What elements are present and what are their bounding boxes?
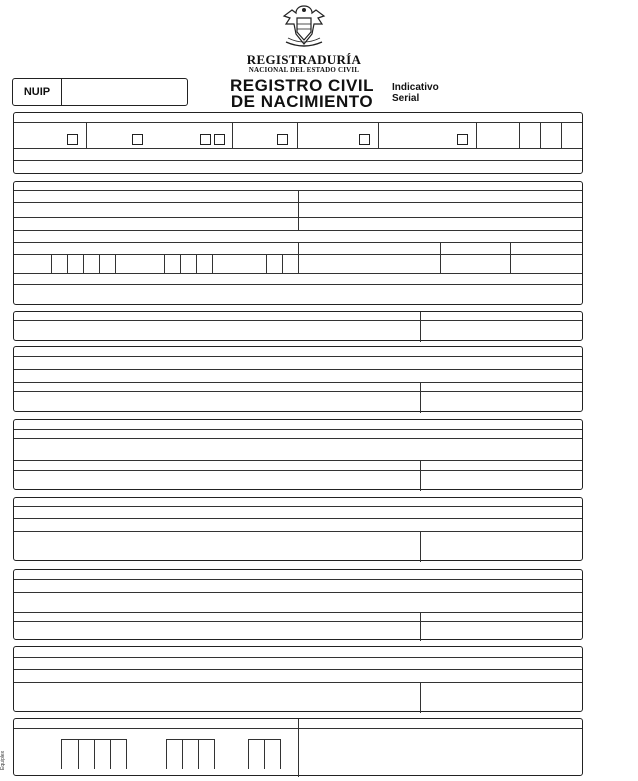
nuip-field[interactable] bbox=[12, 78, 188, 106]
checkbox-office-5[interactable] bbox=[277, 134, 288, 145]
org-name: REGISTRADURÍA bbox=[246, 52, 362, 67]
checkbox-office-4[interactable] bbox=[214, 134, 225, 145]
section-mother bbox=[13, 346, 583, 412]
checkbox-office-1[interactable] bbox=[67, 134, 78, 145]
indicativo-label: Indicativo bbox=[392, 82, 439, 93]
section-declarant bbox=[13, 497, 583, 561]
serial-label: Serial bbox=[392, 93, 420, 104]
checkbox-office-3[interactable] bbox=[200, 134, 211, 145]
printer-code: Equiplex bbox=[0, 750, 6, 770]
checkbox-office-7[interactable] bbox=[457, 134, 468, 145]
checkbox-office-2[interactable] bbox=[132, 134, 143, 145]
document-title bbox=[214, 78, 390, 110]
section-dates bbox=[13, 718, 583, 776]
section-witness-2 bbox=[13, 646, 583, 712]
section-father bbox=[13, 419, 583, 490]
title-line-1: REGISTRO CIVIL bbox=[230, 76, 374, 95]
title-line-2: DE NACIMIENTO bbox=[230, 92, 374, 111]
nuip-label: NUIP bbox=[13, 79, 62, 105]
section-witness-1 bbox=[13, 569, 583, 640]
section-registrant bbox=[13, 181, 583, 305]
checkbox-office-6[interactable] bbox=[359, 134, 370, 145]
org-subtitle: NACIONAL DEL ESTADO CIVIL bbox=[248, 66, 360, 74]
section-office bbox=[13, 112, 583, 174]
serial-labels bbox=[392, 82, 439, 104]
section-certificate bbox=[13, 311, 583, 341]
coat-of-arms-icon bbox=[278, 4, 330, 52]
